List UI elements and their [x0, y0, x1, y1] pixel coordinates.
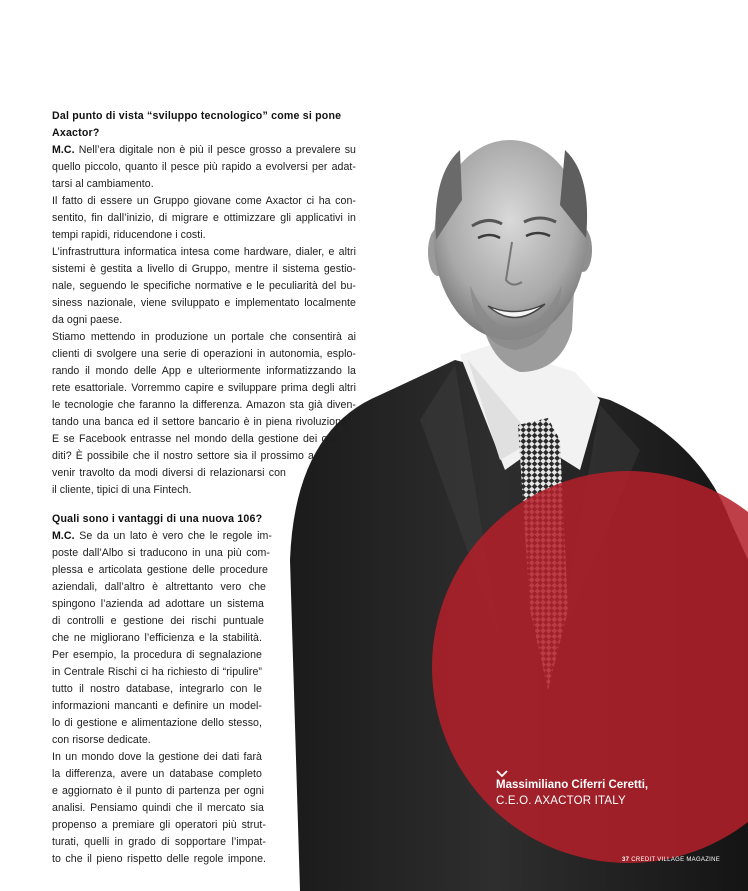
answer-line: analisi. Pensiamo quindi che il mercato sia: [52, 802, 264, 814]
answer-line: Stiamo mettendo in produzione un portale che consentirà ai: [52, 331, 356, 343]
speaker-initials: M.C.: [52, 144, 75, 156]
answer-line: aziendali, dall’altro è altrettanto vero che: [52, 581, 266, 593]
answer-line: diti? È possibile che il nostro settore sia il prossimo a: [52, 450, 314, 462]
answer-line: quello piccolo, quanto il pesce più rapido a evolversi per adat-: [52, 161, 356, 173]
answer-line: tando una banca ed il settore bancario è in piena rivoluzione.: [52, 416, 350, 428]
answer-line: venir travolto da modi diversi di relazionarsi con: [52, 467, 286, 479]
answer-line: la differenza, avere un database completo: [52, 768, 262, 780]
speaker-initials: M.C.: [52, 530, 75, 542]
answer-line: siness nazionale, viene sviluppato e implementato localmente: [52, 297, 356, 309]
answer-line: tutto il nostro database, integrarlo con le: [52, 683, 262, 695]
answer-line: propenso a premiare gli operatori più strut-: [52, 819, 266, 831]
question-heading: Axactor?: [52, 127, 100, 139]
page-number: 37: [622, 857, 630, 863]
magazine-name: CREDIT VILLAGE MAGAZINE: [631, 857, 721, 863]
answer-line: informazioni mancanti e definire un model-: [52, 700, 262, 712]
answer-line: e aggiornato è il punto di partenza per ogni: [52, 785, 264, 797]
answer-line: che ne migliorano l’efficienza e la stabilità.: [52, 632, 262, 644]
answer-line: in Centrale Rischi ci ha richiesto di “ripulire”: [52, 666, 262, 678]
answer-line: sistemi è gestita a livello di Gruppo, mentre il sistema gestio-: [52, 263, 356, 275]
answer-line: clienti di svolgere una serie di operazioni in autonomia, esplo-: [52, 348, 356, 360]
answer-line: le tecnologie che faranno la differenza. Amazon sta già diven-: [52, 399, 356, 411]
answer-line: poste dall’Albo si traducono in una più com-: [52, 547, 270, 559]
answer-line: Per esempio, la procedura di segnalazione: [52, 649, 262, 661]
question-heading: Dal punto di vista “sviluppo tecnologico” come si pone: [52, 110, 342, 122]
answer-line: spingono l’azienda ad adottare un sistema: [52, 598, 264, 610]
answer-line: turati, quelli in grado di sopportare l’impat-: [52, 836, 266, 848]
chevron-down-icon: [496, 770, 508, 778]
answer-line: L’infrastruttura informatica intesa come hardware, dialer, e altri: [52, 246, 356, 258]
answer-line: tempi rapidi, riducendone i costi.: [52, 229, 206, 241]
answer-line: il cliente, tipici di una Fintech.: [52, 484, 192, 496]
answer-line: In un mondo dove la gestione dei dati farà: [52, 751, 262, 763]
answer-line: di controlli e gestione dei rischi puntuale: [52, 615, 264, 627]
answer-line: nale, seguendo le specifiche normative e le peculiarità del bu-: [52, 280, 356, 292]
answer-line: rando il mondo delle App e ulteriormente informatizzando la: [52, 365, 356, 377]
answer-line: con risorse dedicate.: [52, 734, 151, 746]
answer-line: sentito, fin dall’inizio, di migrare e ottimizzare gli applicativi in: [52, 212, 356, 224]
answer-line: rete esattoriale. Vorremmo capire e sviluppare prima degli altri: [52, 382, 356, 394]
answer-line: E se Facebook entrasse nel mondo della gestione dei cre-: [52, 433, 340, 445]
answer-line: M.C. Nell’era digitale non è più il pesce grosso a prevalere su: [52, 144, 356, 156]
caption-name: Massimiliano Ciferri Ceretti,: [496, 779, 649, 791]
answer-line: lo di gestione e alimentazione dello stesso,: [52, 717, 262, 729]
question-heading: Quali sono i vantaggi di una nuova 106?: [52, 513, 263, 525]
answer-line: tarsi al cambiamento.: [52, 178, 154, 190]
answer-line: M.C. Se da un lato è vero che le regole im-: [52, 530, 272, 542]
answer-line: plessa e articolata gestione delle procedure: [52, 564, 268, 576]
caption-role: C.E.O. AXACTOR ITALY: [496, 795, 626, 807]
answer-line: Il fatto di essere un Gruppo giovane come Axactor ci ha con-: [52, 195, 356, 207]
answer-line: to che il pieno rispetto delle regole impone.: [52, 853, 266, 865]
answer-line: da ogni paese.: [52, 314, 123, 326]
page-footer: [622, 857, 720, 863]
